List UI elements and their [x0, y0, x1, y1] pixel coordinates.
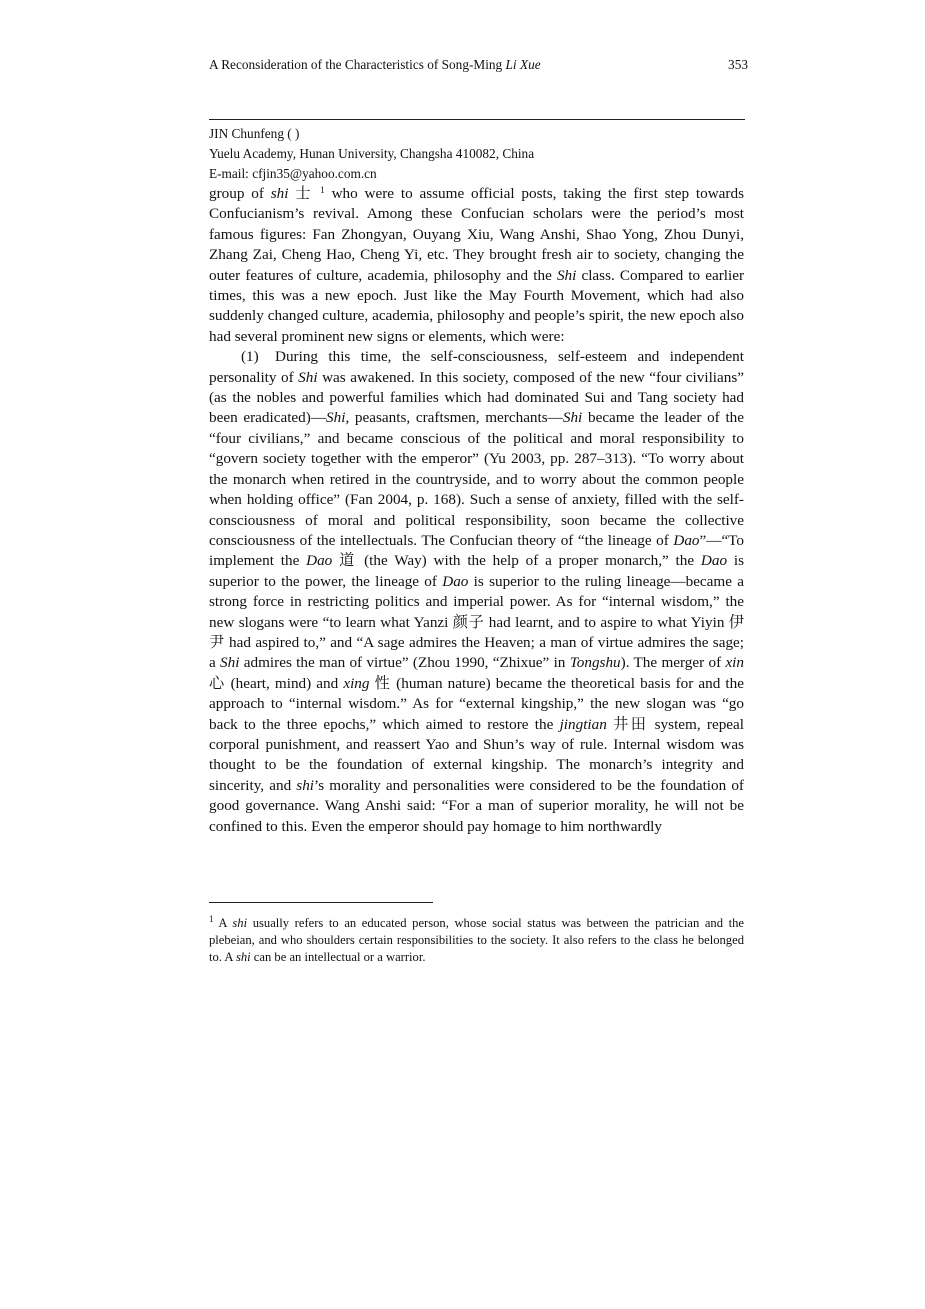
list-number: (1)	[241, 348, 259, 366]
page-number: 353	[728, 57, 748, 72]
author-email: E-mail: cfjin35@yahoo.com.cn	[209, 166, 377, 181]
author-name: JIN Chunfeng ( )	[209, 126, 300, 141]
body-text	[209, 180, 744, 837]
author-affiliation: Yuelu Academy, Hunan University, Changsha 410082, China	[209, 146, 535, 161]
paragraph-2: (1) During this time, the self-consciousness, self-esteem and independent personality of Shi was awakened. In this society, composed of the new “four civilians” (as the nobles and powerful families which had dominated Sui and Tang society had been eradicated)—Shi, peasants, craftsmen, merchants—Shi became the leader of the “four civilians,” and became conscious of the political and moral responsibility to “govern society together with the emperor” (Yu 2003, pp. 287–313). “To worry about the monarch when retired in the countryside, and to worry about the common people when holding office” (Fan 2004, p. 168). Such a sense of anxiety, filled with the self-consciousness of moral and political responsibility, soon became the collective consciousness of the intellectuals. The Confucian theory of “the lineage of Dao”—“To implement the Dao 道 (the Way) with the help of a proper monarch,” the Dao is superior to the power, the lineage of Dao is superior to the ruling lineage—became a strong force in restricting politics and imperial power. As for “internal wisdom,” the new slogans were “to learn what Yanzi 颜子 had learnt, and to aspire to what Yiyin 伊尹 had aspired to,” and “A sage admires the Heaven; a man of virtue admires the sage; a Shi admires the man of virtue” (Zhou 1990, “Zhixue” in Tongshu). The merger of xin 心 (heart, mind) and xing 性 (human nature) became the theoretical basis for and the approach to “internal wisdom.” As for “external kingship,” the new slogan was “go back to the three epochs,” which aimed to restore the jingtian 井田 system, repeal corporal punishment, and reassert Yao and Shun’s way of rule. Internal wisdom was thought to be the foundation of external kingship. The monarch’s integrity and sincerity, and shi’s morality and personalities were considered to be the foundation of good governance. Wang Anshi said: “For a man of superior morality, he will not be confined to this. Even the emperor should pay homage to him northwardly	[209, 348, 745, 835]
running-head-title: A Reconsideration of the Characteristics of Song-Ming Li Xue	[209, 57, 541, 72]
footnote-rule	[209, 902, 433, 903]
running-head	[209, 57, 748, 77]
header-rule	[209, 119, 745, 120]
paragraph-1: group of shi 士 $^1$ who were to assume official posts, taking the first step towards Confucianism’s revival. Among these Confucian scholars were the period’s most famous figures: Fan Zhongyan, Ouyang Xiu, Wang Anshi, Shao Yong, Zhou Dunyi, Zhang Zai, Cheng Hao, Cheng Yi, etc. They brought fresh air to society, changing the outer features of culture, academia, philosophy and the Shi class. Compared to earlier times, this was a new epoch. Just like the May Fourth Movement, which had also suddenly changed culture, academia, philosophy and people’s spirit, the new epoch also had several prominent new signs or elements, which were:	[209, 185, 744, 345]
footnote-number: 1	[209, 914, 214, 924]
running-head-title-italic: Li Xue	[505, 57, 541, 72]
author-block	[209, 124, 534, 184]
footnote: $^1$ A shi usually refers to an educated person, whose social status was between the patrician and the plebeian, and who shoulders certain responsibilities to the society. It also refers to the class he belonged to. A shi can be an intellectual or a warrior.	[209, 914, 744, 964]
footnote-ref[interactable]: 1	[320, 185, 325, 195]
